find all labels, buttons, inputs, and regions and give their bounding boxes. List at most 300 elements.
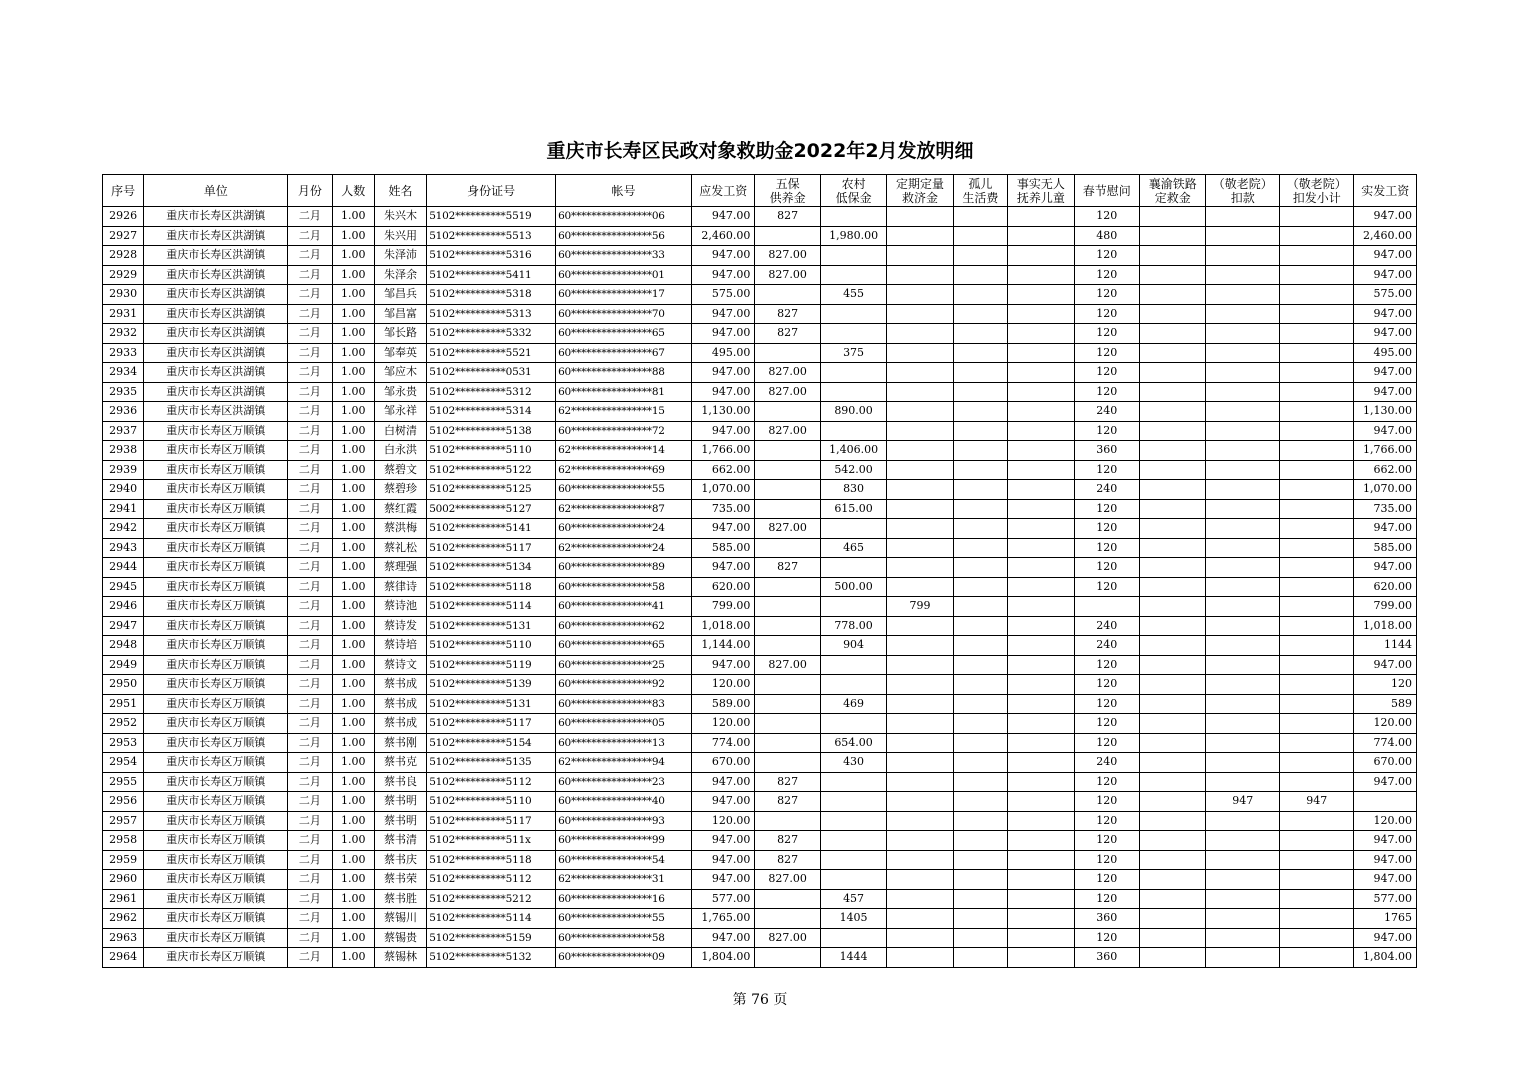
cell-month: 二月 [288, 928, 332, 948]
cell-xiangyu [1140, 207, 1206, 227]
cell-count: 1.00 [332, 889, 374, 909]
cell-id: 5102**********511x [427, 831, 556, 851]
cell-acct: 62****************94 [556, 753, 692, 773]
cell-total: 1,130.00 [1354, 402, 1417, 422]
cell-acct: 60****************62 [556, 616, 692, 636]
cell-dibao: 430 [820, 753, 886, 773]
table-row [103, 948, 1417, 968]
cell-unit: 重庆市长寿区洪湖镇 [144, 226, 288, 246]
cell-name: 邹永贵 [374, 382, 426, 402]
cell-guer [953, 207, 1007, 227]
cell-wubao [755, 343, 820, 363]
cell-month: 二月 [288, 246, 332, 266]
cell-wubao [755, 226, 820, 246]
cell-total: 947.00 [1354, 324, 1417, 344]
cell-unit: 重庆市长寿区万顺镇 [144, 480, 288, 500]
cell-jlyxj [1279, 460, 1354, 480]
cell-chunjie: 120 [1074, 928, 1139, 948]
cell-dingqi [887, 811, 953, 831]
cell-jlykk [1206, 324, 1280, 344]
cell-xiangyu [1140, 538, 1206, 558]
cell-acct: 60****************24 [556, 519, 692, 539]
cell-total: 947.00 [1354, 928, 1417, 948]
cell-name: 蔡书成 [374, 675, 426, 695]
table-row [103, 246, 1417, 266]
cell-seq: 2949 [103, 655, 144, 675]
column-header: 孤儿 生活费 [953, 175, 1007, 207]
cell-total: 947.00 [1354, 382, 1417, 402]
cell-chunjie: 120 [1074, 538, 1139, 558]
cell-dibao [820, 675, 886, 695]
cell-total: 735.00 [1354, 499, 1417, 519]
cell-id: 5102**********5139 [427, 675, 556, 695]
cell-dibao [820, 363, 886, 383]
cell-count: 1.00 [332, 382, 374, 402]
cell-jlykk [1206, 811, 1280, 831]
cell-shishi [1008, 441, 1074, 461]
cell-name: 蔡理强 [374, 558, 426, 578]
cell-chunjie: 120 [1074, 558, 1139, 578]
cell-unit: 重庆市长寿区万顺镇 [144, 831, 288, 851]
cell-xiangyu [1140, 616, 1206, 636]
table-row [103, 402, 1417, 422]
cell-name: 朱兴用 [374, 226, 426, 246]
cell-count: 1.00 [332, 402, 374, 422]
cell-dibao [820, 655, 886, 675]
cell-seq: 2946 [103, 597, 144, 617]
cell-name: 蔡锡林 [374, 948, 426, 968]
cell-id: 5102**********5110 [427, 636, 556, 656]
cell-count: 1.00 [332, 909, 374, 929]
cell-acct: 60****************06 [556, 207, 692, 227]
cell-jlykk [1206, 714, 1280, 734]
cell-jlykk [1206, 850, 1280, 870]
cell-month: 二月 [288, 304, 332, 324]
cell-payable: 1,765.00 [691, 909, 754, 929]
cell-acct: 62****************69 [556, 460, 692, 480]
cell-count: 1.00 [332, 577, 374, 597]
cell-acct: 60****************13 [556, 733, 692, 753]
table-row [103, 733, 1417, 753]
cell-acct: 60****************58 [556, 928, 692, 948]
cell-payable: 947.00 [691, 928, 754, 948]
cell-payable: 120.00 [691, 675, 754, 695]
cell-total: 947.00 [1354, 772, 1417, 792]
cell-chunjie: 120 [1074, 460, 1139, 480]
cell-id: 5102**********5519 [427, 207, 556, 227]
cell-xiangyu [1140, 792, 1206, 812]
cell-dibao: 500.00 [820, 577, 886, 597]
cell-chunjie: 120 [1074, 343, 1139, 363]
column-header: 单位 [144, 175, 288, 207]
cell-count: 1.00 [332, 265, 374, 285]
cell-xiangyu [1140, 597, 1206, 617]
cell-total: 799.00 [1354, 597, 1417, 617]
cell-shishi [1008, 304, 1074, 324]
cell-month: 二月 [288, 480, 332, 500]
cell-jlyxj [1279, 675, 1354, 695]
cell-wubao: 827 [755, 207, 820, 227]
cell-payable: 120.00 [691, 811, 754, 831]
cell-chunjie: 120 [1074, 304, 1139, 324]
cell-name: 邹永祥 [374, 402, 426, 422]
cell-payable: 947.00 [691, 519, 754, 539]
cell-acct: 60****************93 [556, 811, 692, 831]
cell-payable: 947.00 [691, 382, 754, 402]
cell-wubao: 827.00 [755, 363, 820, 383]
cell-guer [953, 577, 1007, 597]
cell-count: 1.00 [332, 343, 374, 363]
cell-unit: 重庆市长寿区万顺镇 [144, 694, 288, 714]
cell-id: 5102**********5122 [427, 460, 556, 480]
cell-name: 蔡书清 [374, 831, 426, 851]
cell-month: 二月 [288, 792, 332, 812]
cell-guer [953, 714, 1007, 734]
cell-payable: 947.00 [691, 792, 754, 812]
cell-acct: 60****************81 [556, 382, 692, 402]
cell-dibao: 457 [820, 889, 886, 909]
cell-jlyxj [1279, 870, 1354, 890]
cell-unit: 重庆市长寿区洪湖镇 [144, 402, 288, 422]
table-row [103, 285, 1417, 305]
cell-seq: 2932 [103, 324, 144, 344]
cell-dibao [820, 246, 886, 266]
cell-name: 蔡碧文 [374, 460, 426, 480]
cell-guer [953, 909, 1007, 929]
cell-dingqi [887, 909, 953, 929]
cell-wubao: 827.00 [755, 265, 820, 285]
cell-seq: 2957 [103, 811, 144, 831]
cell-total: 585.00 [1354, 538, 1417, 558]
cell-payable: 1,144.00 [691, 636, 754, 656]
cell-id: 5102**********5117 [427, 811, 556, 831]
cell-seq: 2963 [103, 928, 144, 948]
cell-payable: 1,766.00 [691, 441, 754, 461]
table-row [103, 343, 1417, 363]
cell-seq: 2926 [103, 207, 144, 227]
column-header: （敬老院） 扣发小计 [1279, 175, 1354, 207]
cell-jlyxj [1279, 928, 1354, 948]
cell-total: 1,018.00 [1354, 616, 1417, 636]
column-header: 农村 低保金 [820, 175, 886, 207]
cell-id: 5102**********5316 [427, 246, 556, 266]
cell-jlyxj [1279, 694, 1354, 714]
cell-dingqi [887, 519, 953, 539]
cell-jlykk [1206, 675, 1280, 695]
cell-jlykk [1206, 831, 1280, 851]
cell-jlykk [1206, 499, 1280, 519]
cell-total: 947.00 [1354, 558, 1417, 578]
cell-id: 5102**********5114 [427, 909, 556, 929]
cell-shishi [1008, 597, 1074, 617]
cell-dingqi [887, 616, 953, 636]
cell-jlyxj [1279, 811, 1354, 831]
cell-guer [953, 363, 1007, 383]
cell-acct: 62****************87 [556, 499, 692, 519]
cell-total: 947.00 [1354, 519, 1417, 539]
table-row [103, 616, 1417, 636]
cell-acct: 60****************88 [556, 363, 692, 383]
cell-payable: 947.00 [691, 831, 754, 851]
cell-payable: 947.00 [691, 558, 754, 578]
cell-dibao [820, 850, 886, 870]
cell-id: 5102**********5125 [427, 480, 556, 500]
cell-total: 947.00 [1354, 655, 1417, 675]
cell-jlykk [1206, 226, 1280, 246]
cell-wubao [755, 441, 820, 461]
cell-dibao [820, 597, 886, 617]
cell-total: 1765 [1354, 909, 1417, 929]
cell-unit: 重庆市长寿区万顺镇 [144, 948, 288, 968]
cell-payable: 585.00 [691, 538, 754, 558]
cell-acct: 60****************65 [556, 636, 692, 656]
cell-chunjie [1074, 597, 1139, 617]
cell-xiangyu [1140, 636, 1206, 656]
cell-shishi [1008, 636, 1074, 656]
column-header: 人数 [332, 175, 374, 207]
cell-name: 蔡洪梅 [374, 519, 426, 539]
cell-jlykk [1206, 909, 1280, 929]
cell-dibao: 778.00 [820, 616, 886, 636]
table-row [103, 558, 1417, 578]
cell-jlyxj [1279, 343, 1354, 363]
cell-jlyxj [1279, 499, 1354, 519]
cell-month: 二月 [288, 870, 332, 890]
cell-jlykk [1206, 889, 1280, 909]
cell-guer [953, 870, 1007, 890]
cell-chunjie: 120 [1074, 850, 1139, 870]
cell-unit: 重庆市长寿区万顺镇 [144, 675, 288, 695]
cell-chunjie: 480 [1074, 226, 1139, 246]
cell-id: 5102**********5313 [427, 304, 556, 324]
cell-dingqi [887, 285, 953, 305]
cell-payable: 947.00 [691, 265, 754, 285]
table-row [103, 928, 1417, 948]
cell-seq: 2929 [103, 265, 144, 285]
cell-dibao [820, 265, 886, 285]
cell-payable: 947.00 [691, 421, 754, 441]
cell-month: 二月 [288, 499, 332, 519]
cell-chunjie: 120 [1074, 675, 1139, 695]
cell-xiangyu [1140, 772, 1206, 792]
cell-dingqi [887, 792, 953, 812]
cell-count: 1.00 [332, 597, 374, 617]
cell-acct: 60****************89 [556, 558, 692, 578]
cell-dibao: 1444 [820, 948, 886, 968]
cell-chunjie: 120 [1074, 265, 1139, 285]
cell-guer [953, 733, 1007, 753]
cell-name: 蔡书庆 [374, 850, 426, 870]
cell-unit: 重庆市长寿区万顺镇 [144, 616, 288, 636]
cell-xiangyu [1140, 441, 1206, 461]
cell-month: 二月 [288, 226, 332, 246]
cell-xiangyu [1140, 558, 1206, 578]
cell-wubao: 827 [755, 792, 820, 812]
cell-id: 5102**********5112 [427, 870, 556, 890]
cell-jlykk [1206, 246, 1280, 266]
cell-unit: 重庆市长寿区万顺镇 [144, 421, 288, 441]
cell-name: 邹昌富 [374, 304, 426, 324]
cell-month: 二月 [288, 909, 332, 929]
cell-id: 5102**********5117 [427, 538, 556, 558]
cell-dingqi [887, 889, 953, 909]
cell-acct: 60****************17 [556, 285, 692, 305]
cell-jlyxj [1279, 909, 1354, 929]
cell-dibao [820, 831, 886, 851]
cell-chunjie: 120 [1074, 889, 1139, 909]
cell-guer [953, 558, 1007, 578]
cell-shishi [1008, 577, 1074, 597]
column-header: 姓名 [374, 175, 426, 207]
cell-dibao [820, 928, 886, 948]
cell-jlyxj [1279, 772, 1354, 792]
cell-total: 947.00 [1354, 363, 1417, 383]
cell-shishi [1008, 655, 1074, 675]
column-header: 实发工资 [1354, 175, 1417, 207]
cell-month: 二月 [288, 655, 332, 675]
table-row [103, 538, 1417, 558]
table-row [103, 850, 1417, 870]
cell-unit: 重庆市长寿区万顺镇 [144, 655, 288, 675]
cell-payable: 947.00 [691, 246, 754, 266]
cell-payable: 774.00 [691, 733, 754, 753]
cell-dibao: 904 [820, 636, 886, 656]
cell-shishi [1008, 519, 1074, 539]
cell-acct: 60****************16 [556, 889, 692, 909]
cell-count: 1.00 [332, 948, 374, 968]
cell-guer [953, 480, 1007, 500]
cell-payable: 947.00 [691, 772, 754, 792]
cell-xiangyu [1140, 421, 1206, 441]
cell-guer [953, 441, 1007, 461]
cell-dibao [820, 714, 886, 734]
column-header: 五保 供养金 [755, 175, 820, 207]
cell-shishi [1008, 909, 1074, 929]
cell-wubao: 827.00 [755, 655, 820, 675]
cell-month: 二月 [288, 421, 332, 441]
cell-wubao: 827.00 [755, 870, 820, 890]
cell-month: 二月 [288, 889, 332, 909]
table-row [103, 870, 1417, 890]
cell-shishi [1008, 499, 1074, 519]
cell-dingqi [887, 714, 953, 734]
cell-shishi [1008, 889, 1074, 909]
cell-dibao [820, 304, 886, 324]
payment-table [102, 174, 1417, 968]
cell-seq: 2956 [103, 792, 144, 812]
cell-shishi [1008, 811, 1074, 831]
cell-id: 5102**********5141 [427, 519, 556, 539]
cell-wubao [755, 889, 820, 909]
cell-wubao: 827 [755, 831, 820, 851]
cell-seq: 2938 [103, 441, 144, 461]
cell-unit: 重庆市长寿区万顺镇 [144, 811, 288, 831]
cell-xiangyu [1140, 694, 1206, 714]
cell-dingqi [887, 772, 953, 792]
cell-jlykk [1206, 636, 1280, 656]
cell-payable: 620.00 [691, 577, 754, 597]
table-row [103, 304, 1417, 324]
cell-id: 5102**********5119 [427, 655, 556, 675]
cell-xiangyu [1140, 577, 1206, 597]
cell-shishi [1008, 753, 1074, 773]
cell-shishi [1008, 850, 1074, 870]
cell-shishi [1008, 538, 1074, 558]
cell-jlykk [1206, 597, 1280, 617]
cell-id: 5102**********5513 [427, 226, 556, 246]
cell-jlyxj [1279, 616, 1354, 636]
cell-dingqi [887, 226, 953, 246]
cell-xiangyu [1140, 733, 1206, 753]
cell-acct: 60****************33 [556, 246, 692, 266]
cell-count: 1.00 [332, 714, 374, 734]
cell-jlyxj [1279, 246, 1354, 266]
cell-month: 二月 [288, 850, 332, 870]
cell-shishi [1008, 285, 1074, 305]
cell-payable: 799.00 [691, 597, 754, 617]
cell-name: 朱兴木 [374, 207, 426, 227]
cell-seq: 2964 [103, 948, 144, 968]
cell-xiangyu [1140, 285, 1206, 305]
table-row [103, 480, 1417, 500]
cell-dibao [820, 772, 886, 792]
table-row [103, 597, 1417, 617]
cell-guer [953, 402, 1007, 422]
table-row [103, 577, 1417, 597]
cell-chunjie: 120 [1074, 733, 1139, 753]
cell-xiangyu [1140, 831, 1206, 851]
cell-wubao: 827.00 [755, 421, 820, 441]
cell-id: 5102**********5114 [427, 597, 556, 617]
cell-dingqi [887, 694, 953, 714]
cell-month: 二月 [288, 811, 332, 831]
cell-chunjie: 120 [1074, 499, 1139, 519]
cell-jlyxj: 947 [1279, 792, 1354, 812]
cell-chunjie: 120 [1074, 577, 1139, 597]
cell-payable: 662.00 [691, 460, 754, 480]
cell-jlyxj [1279, 538, 1354, 558]
cell-jlyxj [1279, 714, 1354, 734]
cell-total: 620.00 [1354, 577, 1417, 597]
cell-id: 5102**********5318 [427, 285, 556, 305]
cell-chunjie: 120 [1074, 519, 1139, 539]
cell-dibao: 469 [820, 694, 886, 714]
cell-month: 二月 [288, 616, 332, 636]
cell-guer [953, 850, 1007, 870]
cell-count: 1.00 [332, 675, 374, 695]
cell-jlyxj [1279, 948, 1354, 968]
cell-seq: 2937 [103, 421, 144, 441]
cell-dibao: 830 [820, 480, 886, 500]
cell-dibao: 890.00 [820, 402, 886, 422]
table-row [103, 811, 1417, 831]
cell-month: 二月 [288, 577, 332, 597]
cell-dingqi [887, 558, 953, 578]
cell-count: 1.00 [332, 811, 374, 831]
cell-seq: 2945 [103, 577, 144, 597]
cell-payable: 1,804.00 [691, 948, 754, 968]
cell-dingqi [887, 733, 953, 753]
cell-seq: 2954 [103, 753, 144, 773]
cell-count: 1.00 [332, 733, 374, 753]
cell-total: 495.00 [1354, 343, 1417, 363]
cell-dibao [820, 207, 886, 227]
cell-month: 二月 [288, 558, 332, 578]
cell-jlykk [1206, 382, 1280, 402]
cell-id: 5102**********5314 [427, 402, 556, 422]
cell-wubao: 827.00 [755, 519, 820, 539]
cell-guer [953, 928, 1007, 948]
